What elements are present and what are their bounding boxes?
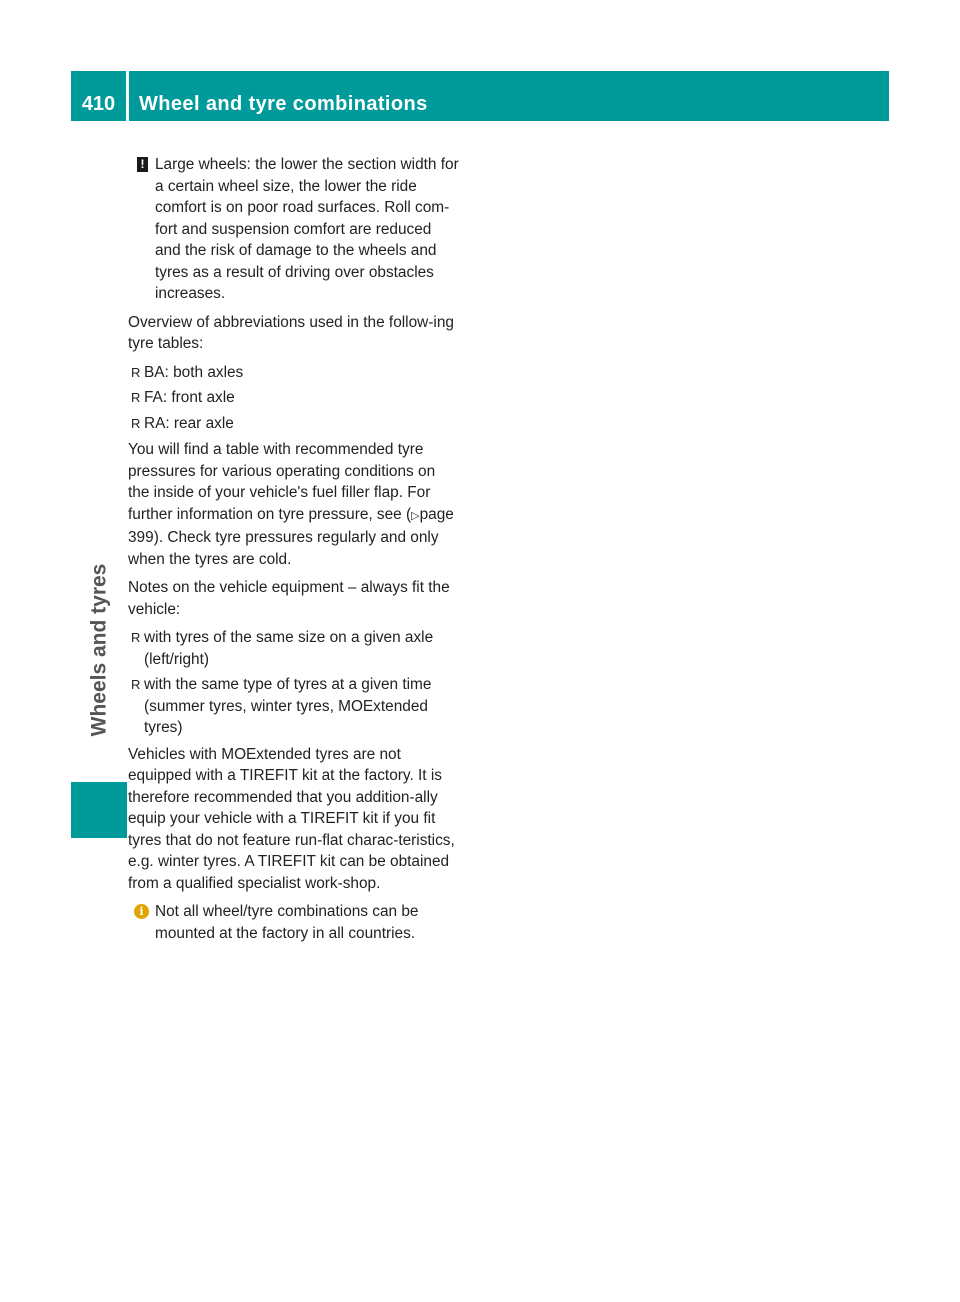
list-item: R BA: both axles	[128, 362, 460, 384]
abbreviations-intro: Overview of abbreviations used in the follow-ing tyre tables:	[128, 313, 454, 352]
page-header	[71, 71, 889, 121]
list-item: R with the same type of tyres at a given time (summer tyres, winter tyres, MOExtended tyres)	[131, 676, 432, 736]
info-notice	[128, 901, 460, 944]
info-text: Not all wheel/tyre combinations can be mounted at the factory in all countries.	[155, 903, 419, 942]
bullet-icon: R	[131, 390, 141, 405]
side-tab	[71, 540, 127, 760]
abbreviation-list	[128, 362, 460, 435]
header-divider	[126, 71, 129, 121]
page-reference-link[interactable]: page 399	[128, 505, 454, 546]
moextended-paragraph: Vehicles with MOExtended tyres are not equipped with a TIREFIT kit at the factory. It is therefore recommended that you addition-ally equip your vehicle with a TIREFIT kit if you fit tyres that do not feature run-flat charac-teristics, e.g. winter tyres. A TIREFIT kit can be obtained from a qualified specialist work-shop.	[128, 745, 455, 892]
warning-text: Large wheels: the lower the section width for a certain wheel size, the lower the ride comfort is on poor road surfaces. Roll com-fort and suspension comfort are reduced and the risk of damage to the wheels and tyres as a result of driving over obstacles increases.	[155, 156, 459, 302]
equipment-intro: Notes on the vehicle equipment – always fit the vehicle:	[128, 579, 450, 618]
info-icon: i	[134, 904, 149, 919]
side-tab-marker	[71, 782, 127, 838]
page-ref-arrow-icon: ▷	[411, 509, 420, 522]
section-title: Wheel and tyre combinations	[139, 93, 428, 115]
main-content	[128, 154, 460, 951]
warning-icon: !	[137, 157, 148, 172]
list-item: R FA: front axle	[128, 387, 460, 409]
warning-notice	[128, 154, 460, 305]
page-number: 410	[81, 93, 116, 115]
bullet-icon: R	[131, 415, 141, 431]
tyre-pressure-paragraph: You will find a table with recommended tyre pressures for various operating conditions on the inside of your vehicle's fuel filler flap. For further information on tyre pressure, see (▷page 399). Check tyre pressures regularly and only when the tyres are cold.	[128, 441, 454, 568]
list-item: R with tyres of the same size on a given axle (left/right)	[131, 629, 434, 668]
bullet-icon: R	[131, 677, 141, 692]
equipment-list	[128, 627, 460, 739]
bullet-icon: R	[131, 364, 141, 380]
list-item: R RA: rear axle	[128, 413, 460, 435]
bullet-icon: R	[131, 630, 141, 645]
side-tab-label: Wheels and tyres	[87, 563, 111, 737]
